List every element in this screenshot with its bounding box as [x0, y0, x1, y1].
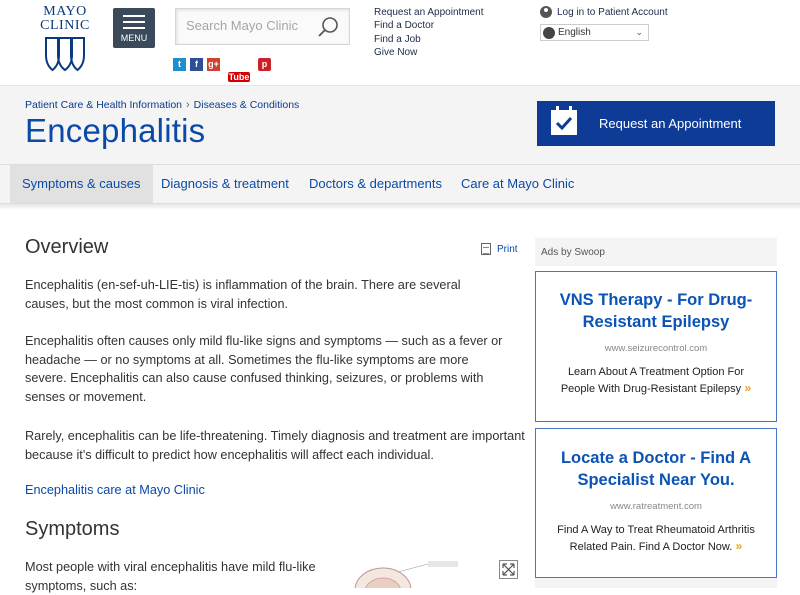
print-icon [481, 243, 491, 255]
symptoms-intro: Most people with viral encephalitis have mild flu-like symptoms, such as: [25, 560, 316, 593]
account-area [540, 4, 668, 20]
hamburger-icon [123, 15, 145, 33]
ad-1-headline: VNS Therapy - For Drug-Resistant Epilepsy [559, 291, 753, 331]
social-links [173, 58, 275, 82]
quick-link-find-doctor[interactable]: Find a Doctor [374, 20, 435, 32]
facebook-icon[interactable]: f [190, 58, 203, 71]
care-at-mayo-link[interactable]: Encephalitis care at Mayo Clinic [25, 483, 205, 497]
search-icon[interactable] [317, 16, 339, 43]
breadcrumb-item-patient-care[interactable]: Patient Care & Health Information [25, 99, 182, 111]
request-appointment-label: Request an Appointment [599, 116, 742, 131]
ad-2-description: Find A Way to Treat Rheumatoid Arthritis Related Pain. Find A Doctor Now. [557, 524, 755, 553]
expand-image-button[interactable] [499, 560, 518, 579]
expand-icon [500, 561, 517, 578]
shields-icon [43, 35, 87, 73]
ads-label: Ads by Swoop [535, 238, 777, 266]
language-select[interactable] [540, 24, 649, 41]
ad-column-footer [535, 578, 777, 588]
print-label: Print [497, 243, 518, 255]
ad-1-url: www.seizurecontrol.com [604, 343, 708, 354]
tabs-shadow [0, 204, 800, 210]
section-tabs [0, 164, 800, 204]
brain-illustration [338, 558, 468, 588]
pinterest-icon[interactable]: p [258, 58, 271, 71]
menu-label: MENU [120, 33, 148, 43]
overview-heading: Overview [25, 236, 109, 258]
login-label: Log in to Patient Account [557, 6, 668, 18]
login-link[interactable] [540, 4, 668, 20]
youtube-tube: Tube [228, 72, 250, 82]
overview-paragraph-3: Rarely, encephalitis can be life-threatening. Timely diagnosis and treatment are important because it's difficult to predict how encephalitis will affect each individual. [25, 429, 525, 462]
youtube-icon[interactable] [224, 58, 254, 82]
double-chevron-right-icon: » [732, 538, 743, 553]
ad-card-2[interactable] [535, 428, 777, 578]
tab-care-at-mayo[interactable]: Care at Mayo Clinic [461, 176, 575, 191]
page-header-band [0, 85, 800, 164]
google-plus-icon[interactable]: g+ [208, 59, 219, 69]
ad-card-1[interactable] [535, 271, 777, 422]
print-link[interactable] [481, 243, 518, 255]
page-title: Encephalitis [25, 112, 206, 149]
menu-button[interactable] [113, 8, 155, 48]
search-box [175, 8, 350, 45]
quick-links [374, 6, 484, 59]
quick-link-request-appointment[interactable]: Request an Appointment [374, 7, 484, 18]
chevron-down-icon: ⌄ [635, 27, 643, 37]
ad-2-url: www.ratreatment.com [610, 501, 702, 512]
breadcrumb [25, 99, 299, 111]
logo-text-clinic: CLINIC [40, 18, 90, 33]
tab-symptoms-causes[interactable]: Symptoms & causes [10, 165, 153, 203]
language-value: English [558, 27, 591, 38]
youtube-you: You [228, 59, 246, 69]
request-appointment-button[interactable] [537, 101, 775, 146]
quick-link-give-now[interactable]: Give Now [374, 46, 418, 58]
ad-1-description: Learn About A Treatment Option For People With Drug-Resistant Epilepsy [560, 366, 745, 395]
double-chevron-right-icon: » [741, 380, 752, 395]
ad-2-headline: Locate a Doctor - Find A Specialist Near You. [560, 449, 752, 489]
twitter-icon[interactable]: t [173, 58, 186, 71]
site-header [0, 0, 800, 85]
user-icon [540, 6, 552, 18]
tab-diagnosis-treatment[interactable]: Diagnosis & treatment [161, 176, 289, 191]
breadcrumb-item-diseases[interactable]: Diseases & Conditions [193, 99, 300, 111]
search-input[interactable] [186, 18, 311, 33]
mayo-clinic-logo[interactable] [34, 5, 96, 75]
overview-paragraph-2: Encephalitis often causes only mild flu-like signs and symptoms — such as a fever or headache — or no symptoms at all. Sometimes the flu-like symptoms are more severe. Encephalitis can also cause confused thinking, seizures, or problems with senses or movement. [25, 334, 503, 405]
logo-text-mayo: MAYO [43, 4, 87, 19]
symptoms-heading: Symptoms [25, 518, 120, 540]
overview-paragraph-1: Encephalitis (en-sef-uh-LIE-tis) is inflammation of the brain. There are several causes, but the most common is viral infection. [25, 278, 461, 311]
tab-doctors-departments[interactable]: Doctors & departments [309, 176, 442, 191]
chevron-right-icon: › [186, 99, 190, 111]
calendar-check-icon [550, 106, 578, 141]
globe-icon [543, 27, 555, 39]
quick-link-find-job[interactable]: Find a Job [374, 33, 421, 45]
